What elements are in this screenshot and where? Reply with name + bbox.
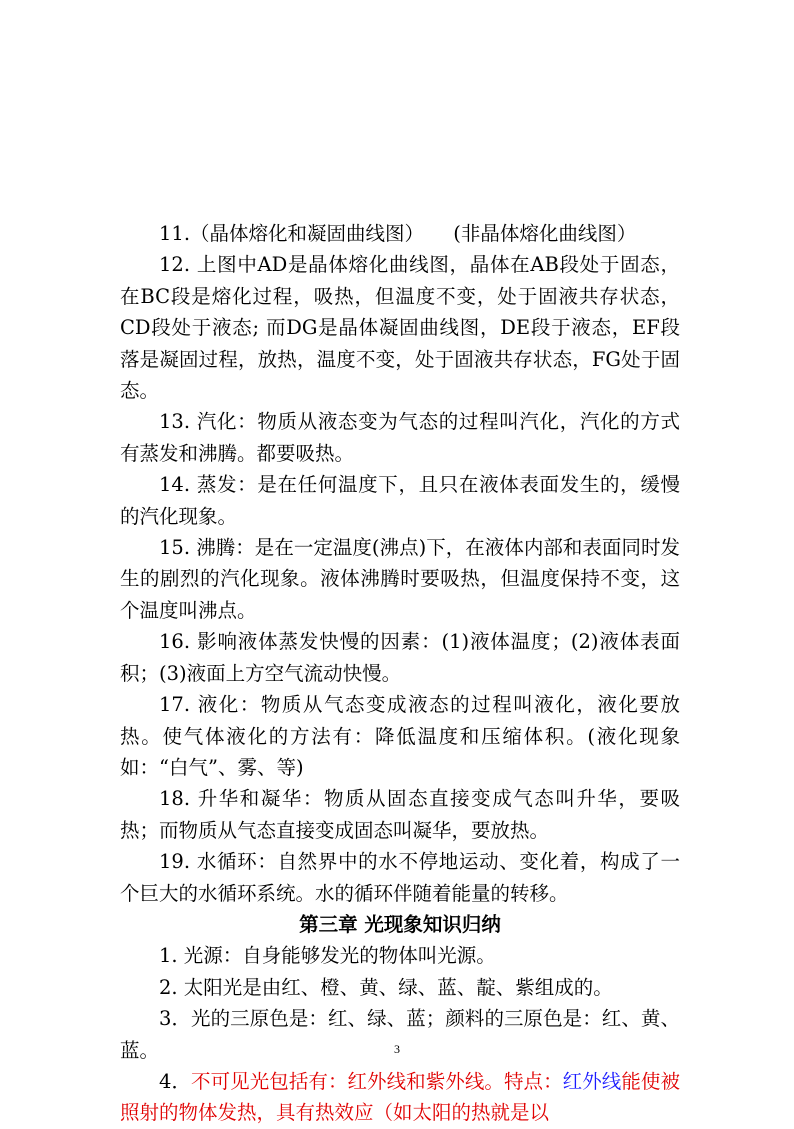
paragraph-light-2: 2. 太阳光是由红、橙、黄、绿、蓝、靛、紫组成的。: [159, 975, 613, 999]
paragraph-13: 13. 汽化：物质从液态变为气态的过程叫汽化，汽化的方式有蒸发和沸腾。都要吸热。: [120, 410, 680, 465]
paragraph-light-1: 1. 光源：自身能够发光的物体叫光源。: [159, 944, 496, 968]
paragraph-18: 18. 升华和凝华：物质从固态直接变成气态叫升华，要吸热；而物质从气态直接变成固态叫凝华，要放热。: [120, 787, 680, 842]
item4-blue-text: 红外线: [562, 1069, 622, 1093]
item4-number: 4．: [159, 1069, 192, 1093]
paragraph-14: 14. 蒸发：是在任何温度下，且只在液体表面发生的，缓慢的汽化现象。: [120, 473, 680, 528]
paragraph-light-4: [120, 1066, 680, 1129]
item4-red-text-1: 不可见光包括有：红外线和紫外线。特点：: [191, 1069, 563, 1093]
paragraph-light-3: 3．光的三原色是：红、绿、蓝；颜料的三原色是：红、黄、蓝。: [120, 1007, 680, 1062]
paragraph-12: 12. 上图中AD是晶体熔化曲线图，晶体在AB段处于固态，在BC段是熔化过程，吸热，但温度不变，处于固液共存状态，CD段处于液态; 而DG是晶体凝固曲线图，DE段于液态，EF段落是凝固过程，放热，温度不变，处于固液共存状态，FG处于固态。: [120, 253, 680, 403]
paragraph-17: 17. 液化：物质从气态变成液态的过程叫液化，液化要放热。使气体液化的方法有：降低温度和压缩体积。(液化现象如：“白气”、雾、等): [120, 693, 680, 779]
item4-red-text-2: 能使被照射的物体发热，具有热效应（如太阳的热就是以: [120, 1069, 680, 1125]
paragraph-19: 19. 水循环：自然界中的水不停地运动、变化着，构成了一个巨大的水循环系统。水的循环伴随着能量的转移。: [120, 850, 680, 905]
chapter-title: 第三章 光现象知识归纳: [299, 912, 501, 936]
paragraph-15: 15. 沸腾：是在一定温度(沸点)下，在液体内部和表面同时发生的剧烈的汽化现象。液体沸腾时要吸热，但温度保持不变，这个温度叫沸点。: [120, 536, 680, 622]
paragraph-16: 16. 影响液体蒸发快慢的因素：(1)液体温度；(2)液体表面积；(3)液面上方空气流动快慢。: [120, 630, 680, 685]
paragraph-11: 11.（晶体熔化和凝固曲线图） (非晶体熔化曲线图）: [159, 222, 637, 245]
body-text: [120, 218, 680, 1129]
page-number: 3: [394, 1042, 400, 1056]
